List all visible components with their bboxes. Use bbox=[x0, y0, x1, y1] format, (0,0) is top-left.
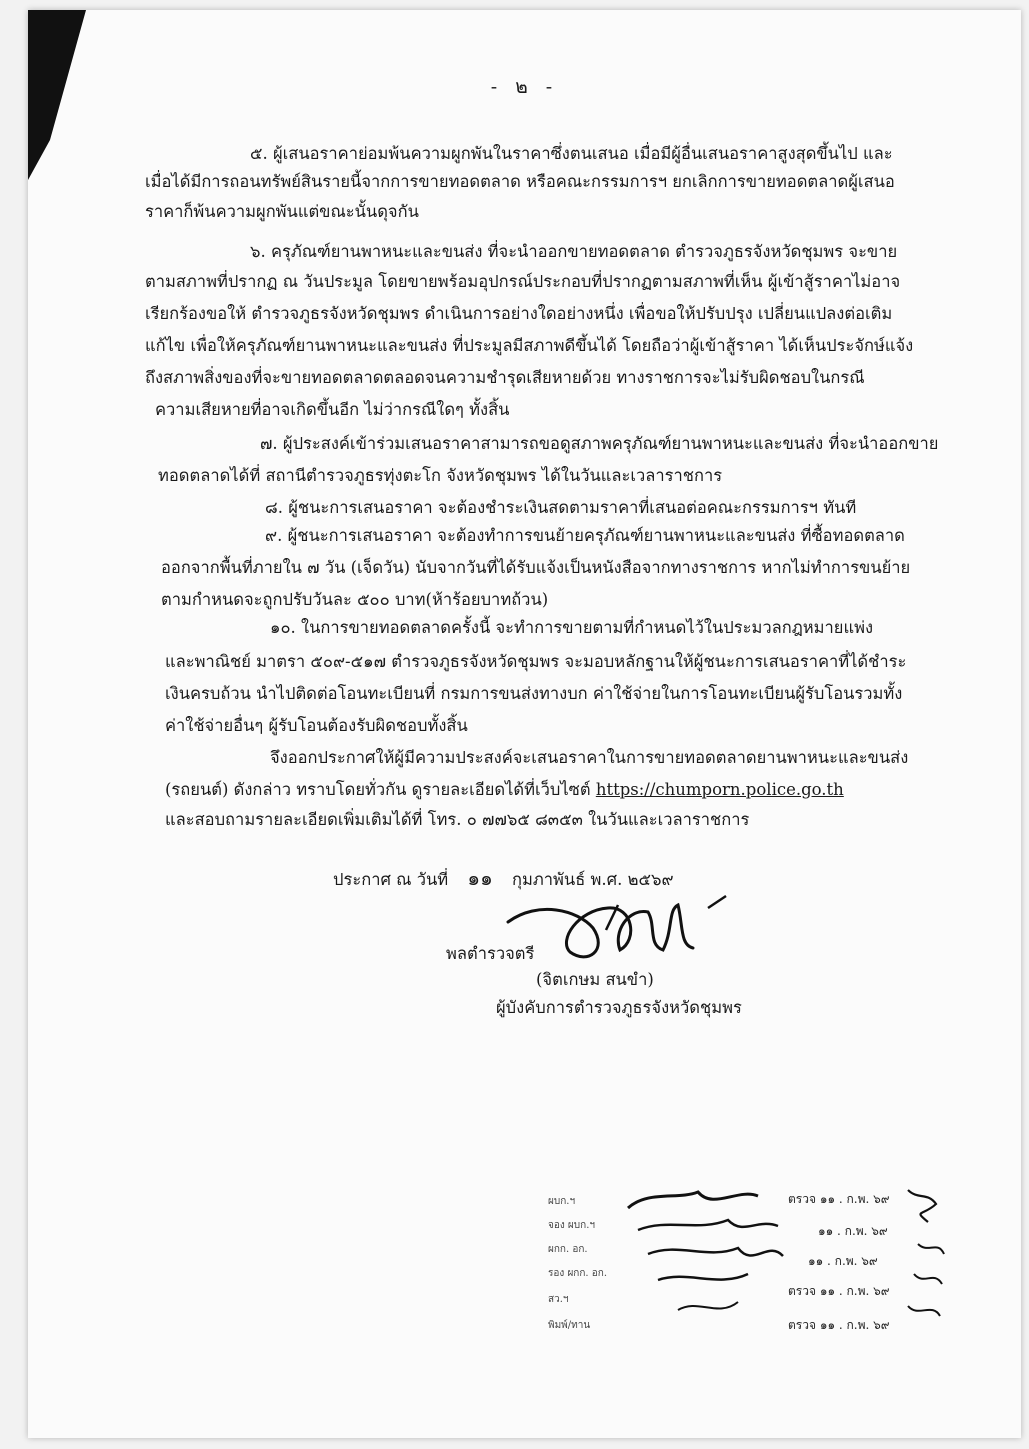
announce-date-day: ๑๑ bbox=[467, 866, 493, 890]
paragraph-6-line-4: แก้ไข เพื่อให้ครุภัณฑ์ยานพาหนะและขนส่ง ที่ประมูลมีสภาพดีขึ้นได้ โดยถือว่าผู้เข้าสู้ราคา ได้เห็นประจักษ์แจ้ง bbox=[145, 336, 914, 355]
closing-line-2 bbox=[28, 778, 1021, 802]
closing-line-1: จึงออกประกาศให้ผู้มีความประสงค์จะเสนอราคาในการขายทอดตลาดยานพาหนะและขนส่ง bbox=[270, 748, 909, 767]
closing-line-3: และสอบถามรายละเอียดเพิ่มเติมได้ที่ โทร. ๐ ๗๗๖๕ ๘๓๕๓ ในวันและเวลาราชการ bbox=[165, 810, 750, 829]
paragraph-5-line-3: ราคาก็พ้นความผูกพันแต่ขณะนั้นดุจกัน bbox=[145, 202, 419, 221]
paragraph-6-line-2: ตามสภาพที่ปรากฏ ณ วันประมูล โดยขายพร้อมอุปกรณ์ประกอบที่ปรากฏตามสภาพที่เห็น ผู้เข้าสู้ราคาไม่อาจ bbox=[145, 272, 901, 291]
paragraph-10-line-2: และพาณิชย์ มาตรา ๕๐๙-๕๑๗ ตำรวจภูธรจังหวัดชุมพร จะมอบหลักฐานให้ผู้ชนะการเสนอราคาที่ได้ชำระ bbox=[165, 652, 907, 671]
paragraph-5-line-1: ๕. ผู้เสนอราคาย่อมพ้นความผูกพันในราคาซึ่งตนเสนอ เมื่อมีผู้อื่นเสนอราคาสูงสุดขึ้นไป และ bbox=[250, 144, 893, 163]
paragraph-6-line-1: ๖. ครุภัณฑ์ยานพาหนะและขนส่ง ที่จะนำออกขายทอดตลาด ตำรวจภูธรจังหวัดชุมพร จะขาย bbox=[250, 242, 898, 261]
paragraph-7-line-2: ทอดตลาดได้ที่ สถานีตำรวจภูธรทุ่งตะโก จังหวัดชุมพร ได้ในวันและเวลาราชการ bbox=[158, 466, 723, 485]
paragraph-9-line-3: ตามกำหนดจะถูกปรับวันละ ๕๐๐ บาท(ห้าร้อยบาทถ้วน) bbox=[161, 590, 549, 609]
routing-stamp-row-1: ผบก.ฯ bbox=[548, 1196, 576, 1207]
paragraph-10-line-4: ค่าใช้จ่ายอื่นๆ ผู้รับโอนต้องรับผิดชอบทั้งสิ้น bbox=[165, 716, 468, 735]
paragraph-6-line-3: เรียกร้องขอให้ ตำรวจภูธรจังหวัดชุมพร ดำเนินการอย่างใดอย่างหนึ่ง เพื่อขอให้ปรับปรุง เปลี่ยนแปลงต่อเติม bbox=[145, 304, 893, 323]
paragraph-9-line-1: ๙. ผู้ชนะการเสนอราคา จะต้องทำการขนย้ายครุภัณฑ์ยานพาหนะและขนส่ง ที่ซื้อทอดตลาด bbox=[265, 526, 905, 545]
routing-date-5: ตรวจ ๑๑ . ก.พ. ๖๙ bbox=[788, 1318, 890, 1332]
routing-stamp-row-3: ผกก. อก. bbox=[548, 1244, 588, 1255]
paragraph-6-line-6: ความเสียหายที่อาจเกิดขึ้นอีก ไม่ว่ากรณีใดๆ ทั้งสิ้น bbox=[155, 400, 510, 419]
routing-stamp-row-2: จอง ผบก.ฯ bbox=[548, 1220, 595, 1231]
website-link[interactable]: https://chumporn.police.go.th bbox=[595, 780, 844, 799]
signer-name: (จิตเกษม สนขำ) bbox=[536, 970, 654, 989]
routing-date-1: ตรวจ ๑๑ . ก.พ. ๖๙ bbox=[788, 1192, 890, 1206]
document-page bbox=[28, 10, 1021, 1438]
routing-date-2: ๑๑ . ก.พ. ๖๙ bbox=[818, 1224, 888, 1238]
announce-date-prefix: ประกาศ ณ วันที่ bbox=[333, 870, 449, 889]
announce-date-month-year: กุมภาพันธ์ พ.ศ. ๒๕๖๙ bbox=[512, 870, 674, 889]
routing-stamp-row-6: พิมพ์/ทาน bbox=[548, 1320, 591, 1331]
paragraph-8-line-1: ๘. ผู้ชนะการเสนอราคา จะต้องชำระเงินสดตามราคาที่เสนอต่อคณะกรรมการฯ ทันที bbox=[265, 498, 857, 517]
signer-rank: พลตำรวจตรี bbox=[446, 944, 535, 963]
routing-date-3: ๑๑ . ก.พ. ๖๙ bbox=[808, 1254, 878, 1268]
routing-date-4: ตรวจ ๑๑ . ก.พ. ๖๙ bbox=[788, 1284, 890, 1298]
paragraph-9-line-2: ออกจากพื้นที่ภายใน ๗ วัน (เจ็ดวัน) นับจากวันที่ได้รับแจ้งเป็นหนังสือจากทางราชการ หากไม่ทำการขนย้าย bbox=[161, 558, 911, 577]
paragraph-6-line-5: ถึงสภาพสิ่งของที่จะขายทอดตลาดตลอดจนความชำรุดเสียหายด้วย ทางราชการจะไม่รับผิดชอบในกรณี bbox=[145, 368, 865, 387]
routing-stamp-row-5: สว.ฯ bbox=[548, 1294, 569, 1305]
signer-position: ผู้บังคับการตำรวจภูธรจังหวัดชุมพร bbox=[496, 998, 742, 1017]
routing-stamp-row-4: รอง ผกก. อก. bbox=[548, 1268, 608, 1279]
paragraph-7-line-1: ๗. ผู้ประสงค์เข้าร่วมเสนอราคาสามารถขอดูสภาพครุภัณฑ์ยานพาหนะและขนส่ง ที่จะนำออกขาย bbox=[260, 434, 939, 453]
paragraph-10-line-1: ๑๐. ในการขายทอดตลาดครั้งนี้ จะทำการขายตามที่กำหนดไว้ในประมวลกฎหมายแพ่ง bbox=[270, 618, 874, 637]
page-number: - ๒ - bbox=[490, 76, 559, 98]
closing-line-2-text: (รถยนต์) ดังกล่าว ทราบโดยทั่วกัน ดูรายละเอียดได้ที่เว็บไซต์ bbox=[165, 780, 591, 799]
paragraph-5-line-2: เมื่อได้มีการถอนทรัพย์สินรายนี้จากการขายทอดตลาด หรือคณะกรรมการฯ ยกเลิกการขายทอดตลาดผู้เสนอ bbox=[145, 172, 895, 191]
paragraph-10-line-3: เงินครบถ้วน นำไปติดต่อโอนทะเบียนที่ กรมการขนส่งทางบก ค่าใช้จ่ายในการโอนทะเบียนผู้รับโอนรวมทั้ง bbox=[165, 684, 903, 703]
